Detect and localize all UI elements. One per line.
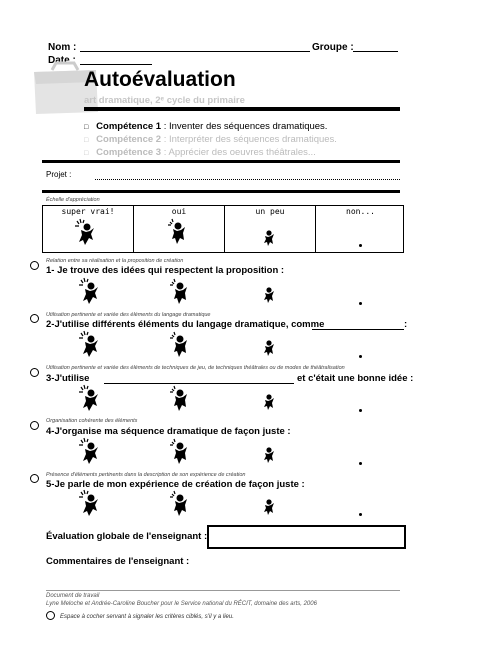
legend-circle-icon [46, 611, 55, 620]
footer-rule [46, 590, 400, 591]
question-4: 4-J'organise ma séquence dramatique de façon juste : [46, 426, 291, 437]
criterion-5: Présence d'éléments pertinents dans la description de son expérience de création [46, 472, 246, 478]
dot-icon[interactable] [359, 513, 362, 516]
character-happy-icon[interactable] [168, 278, 190, 306]
date-label: Date : [48, 55, 76, 66]
nom-label: Nom : [48, 42, 77, 53]
section-rule [42, 190, 400, 193]
groupe-label: Groupe : [312, 42, 354, 53]
scale-cell-un-peu: un peu [225, 206, 316, 252]
question-1: 1- Je trouve des idées qui respectent la proposition : [46, 265, 285, 276]
scale-cell-non: non... [316, 206, 405, 252]
scale-cell-super: super vrai! [43, 206, 134, 252]
checkbox-icon[interactable]: □ [84, 150, 89, 157]
character-happy-icon[interactable] [168, 385, 190, 413]
character-jumping-icon[interactable] [77, 489, 101, 519]
character-jumping-icon [73, 218, 97, 248]
page-title: Autoévaluation [84, 68, 236, 91]
checkbox-icon[interactable]: □ [84, 124, 89, 131]
competence-1: □ Compétence 1 : Inventer des séquences dramatiques. [84, 121, 328, 132]
dot-icon [359, 244, 362, 247]
scale-caption: Échelle d'appréciation [46, 197, 100, 203]
evaluation-label: Évaluation globale de l'enseignant : [46, 531, 208, 542]
criterion-checkbox-5[interactable] [30, 474, 39, 483]
character-jumping-icon[interactable] [77, 277, 101, 307]
character-happy-icon[interactable] [168, 331, 190, 359]
evaluation-box[interactable] [207, 525, 406, 549]
character-happy-icon[interactable] [168, 438, 190, 466]
commentaires-label: Commentaires de l'enseignant : [46, 556, 190, 567]
groupe-field[interactable] [353, 51, 398, 52]
character-jumping-icon[interactable] [77, 330, 101, 360]
character-small-icon[interactable] [261, 392, 277, 412]
dot-icon[interactable] [359, 462, 362, 465]
scale-table [42, 205, 404, 253]
answer-field-3[interactable] [104, 383, 294, 384]
dot-icon[interactable] [359, 409, 362, 412]
character-jumping-icon[interactable] [77, 384, 101, 414]
criterion-4: Organisation cohérente des éléments [46, 418, 138, 424]
character-happy-icon[interactable] [168, 490, 190, 518]
footer-doc: Document de travail [46, 593, 100, 599]
character-jumping-icon[interactable] [77, 437, 101, 467]
title-rule [84, 107, 400, 111]
character-small-icon[interactable] [261, 285, 277, 305]
footer-note: Espace à cocher servant à signaler les critères ciblés, s'il y a lieu. [60, 614, 234, 620]
checkbox-icon[interactable]: □ [84, 137, 89, 144]
criterion-checkbox-3[interactable] [30, 368, 39, 377]
character-happy-icon [166, 218, 188, 246]
competence-3: □ Compétence 3 : Apprécier des oeuvres théâtrales... [84, 147, 316, 158]
dot-icon[interactable] [359, 302, 362, 305]
dot-icon[interactable] [359, 355, 362, 358]
criterion-2: Utilisation pertinente et variée des éléments du langage dramatique [46, 312, 211, 318]
question-2: 2-J'utilise différents éléments du langage dramatique, comme [46, 319, 325, 330]
projet-field[interactable] [95, 179, 400, 180]
criterion-checkbox-1[interactable] [30, 261, 39, 270]
criterion-checkbox-4[interactable] [30, 421, 39, 430]
criterion-checkbox-2[interactable] [30, 314, 39, 323]
question-3: 3-J'utilise [46, 373, 90, 384]
question-5: 5-Je parle de mon expérience de création de façon juste : [46, 479, 305, 490]
question-2-suffix: : [404, 319, 408, 330]
nom-field[interactable] [80, 51, 310, 52]
criterion-1: Relation entre sa réalisation et la proposition de création [46, 258, 184, 264]
character-small-icon[interactable] [261, 445, 277, 465]
character-small-icon [261, 228, 277, 248]
footer-credit: Lyne Meloche et Andrée-Caroline Boucher pour le Service national du RÉCIT, domaine des arts, 2006 [46, 601, 317, 607]
question-3-suffix: et c'était une bonne idée : [297, 373, 414, 384]
page-subtitle: art dramatique, 2ᵉ cycle du primaire [84, 95, 245, 106]
criterion-3: Utilisation pertinente et variée des éléments de techniques de jeu, de techniques théâtrales ou de modes de théâtralisation [46, 365, 345, 371]
competence-2: □ Compétence 2 : Interpréter des séquences dramatiques. [84, 134, 337, 145]
section-rule [42, 160, 400, 163]
projet-label: Projet : [46, 170, 72, 179]
answer-field-2[interactable] [312, 329, 404, 330]
character-small-icon[interactable] [261, 338, 277, 358]
scale-cell-oui: oui [134, 206, 225, 252]
character-small-icon[interactable] [261, 497, 277, 517]
